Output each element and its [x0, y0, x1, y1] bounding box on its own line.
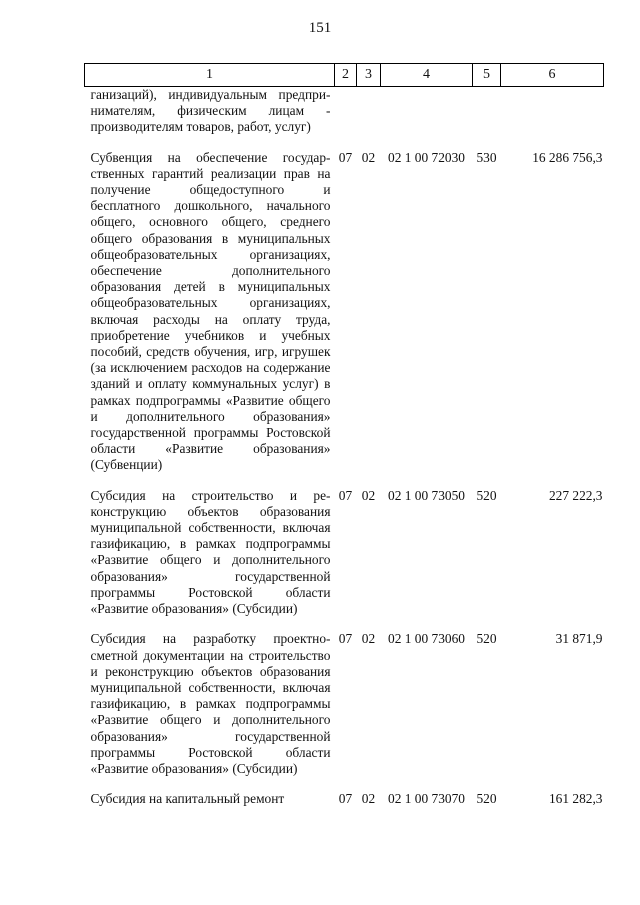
header-col-2: 2: [335, 64, 357, 87]
header-col-1: 1: [85, 64, 335, 87]
row-target-article: [381, 87, 473, 136]
row-section: [335, 87, 357, 136]
header-col-5: 5: [473, 64, 501, 87]
row-target-article: 02 1 00 73050: [388, 487, 465, 503]
header-col-4: 4: [381, 64, 473, 87]
row-amount: 227 222,3: [548, 487, 603, 503]
table-row: [85, 631, 604, 777]
row-section: 07: [338, 149, 353, 165]
row-subsection: 02: [361, 487, 376, 503]
table-row: [85, 488, 604, 618]
row-amount: 16 286 756,3: [532, 149, 603, 165]
row-expense-type: 520: [476, 631, 497, 647]
row-description: Субсидия на разработку проектно-сметной документации на строительство и реконструкцию объектов образования муниципальной собственности, включая газификацию, в рамках подпрограммы «Развитие общего и дополнительного образования» государственной программы Ростовской области «Развитие образования» (Субсидии): [90, 631, 331, 776]
table-row: [85, 150, 604, 474]
row-target-article: 02 1 00 73060: [388, 631, 465, 647]
row-expense-type: [473, 87, 501, 136]
row-subsection: 02: [361, 631, 376, 647]
row-target-article: 02 1 00 73070: [388, 791, 465, 807]
budget-table: [84, 63, 604, 807]
row-expense-type: 520: [476, 487, 497, 503]
row-amount: [501, 87, 604, 136]
row-description: ганизаций), индивидуальным предпринимателям, физическим лицам - производителям товаров, работ, услуг): [90, 87, 331, 135]
row-description: Субсидия на строительство и реконструкцию объектов образования муниципальной собственности, включая газификацию, в рамках подпрограммы «Развитие общего и дополнительного образования» государственной программы Ростовской области «Развитие образования» (Субсидии): [90, 487, 331, 617]
header-col-3: 3: [357, 64, 381, 87]
row-description: Субвенция на обеспечение государственных гарантий реализации прав на получение общедоступного и бесплатного дошкольного, начального общего, основного общего, среднего общего образования в муниципальных общеобразовательных организациях, обеспечение дополнительного образования детей в муниципальных общеобразовательных организациях, включая расходы на оплату труда, приобретение учебников и учебных пособий, средств обучения, игр, игрушек (за исключением расходов на содержание зданий и оплату коммунальных услуг) в рамках подпрограммы «Развитие общего и дополнительного образования» государственной программы Ростовской области «Развитие образования» (Субвенции): [90, 149, 331, 473]
row-expense-type: 520: [476, 791, 497, 807]
row-section: 07: [338, 631, 353, 647]
row-target-article: 02 1 00 72030: [388, 149, 465, 165]
row-description: Субсидия на капитальный ремонт: [90, 791, 285, 807]
row-subsection: 02: [361, 791, 376, 807]
row-section: 07: [338, 791, 353, 807]
table-row: [85, 791, 604, 807]
row-subsection: 02: [361, 149, 376, 165]
row-amount: 31 871,9: [555, 631, 603, 647]
row-expense-type: 530: [476, 149, 497, 165]
row-subsection: [357, 87, 381, 136]
table-row: [85, 87, 604, 136]
row-amount: 161 282,3: [548, 791, 603, 807]
header-col-6: 6: [501, 64, 604, 87]
row-section: 07: [338, 487, 353, 503]
page-number: 151: [308, 20, 332, 36]
table-header-row: [85, 64, 604, 87]
